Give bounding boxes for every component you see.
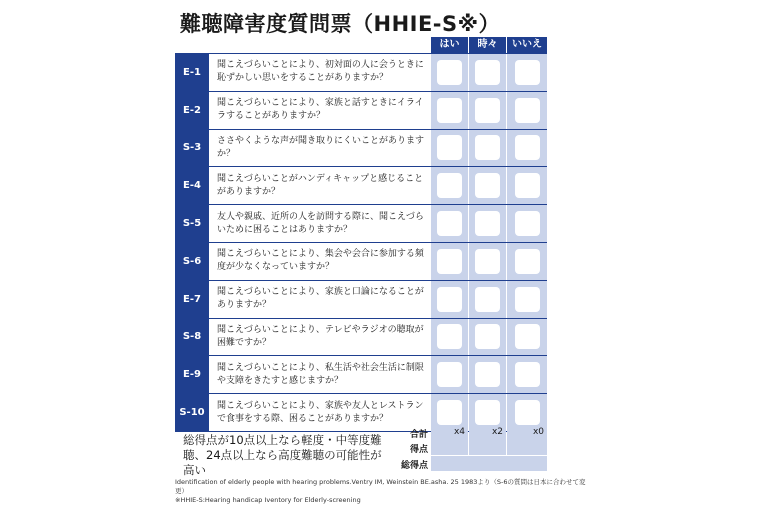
citation (175, 478, 595, 505)
answer-sometimes-checkbox[interactable] (475, 400, 500, 425)
answer-sometimes-checkbox[interactable] (475, 249, 500, 274)
answer-no-checkbox[interactable] (515, 135, 540, 160)
answer-no-checkbox[interactable] (515, 211, 540, 236)
page-title: 難聴障害度質問票（HHIE-S※） (180, 12, 501, 36)
answer-no-checkbox[interactable] (515, 287, 540, 312)
question-row (175, 319, 547, 357)
question-text: 友人や親戚、近所の人を訪問する際に、聞こえづらいために困ることはありますか？ (217, 211, 424, 235)
question-text: 聞こえづらいことがハンディキャップと感じることがありますか？ (217, 173, 424, 197)
answer-yes-checkbox[interactable] (437, 400, 462, 425)
answer-no-cell (507, 281, 547, 318)
answer-yes-cell (431, 92, 468, 129)
answer-no-checkbox[interactable] (515, 60, 540, 85)
question-text: 聞こえづらいことにより、家族や友人とレストランで食事をする際、困ることがありますか？ (217, 400, 424, 424)
answer-sometimes-cell (469, 319, 506, 356)
answer-no-cell (507, 54, 547, 91)
answer-sometimes-cell (469, 243, 506, 280)
question-text: 聞こえづらいことにより、テレビやラジオの聴取が困難ですか？ (217, 324, 424, 348)
question-text: 聞こえづらいことにより、家族と話すときにイライラすることがありますか？ (217, 98, 424, 122)
answer-sometimes-checkbox[interactable] (475, 211, 500, 236)
question-row (175, 243, 547, 281)
answer-no-cell (507, 92, 547, 129)
answer-sometimes-cell (469, 356, 506, 393)
answer-no-checkbox[interactable] (515, 249, 540, 274)
citation-abbreviation: ※HHIE-S:Hearing handicap Iventory for Elderly-screening (175, 496, 361, 504)
answer-yes-cell (431, 319, 468, 356)
answer-no-checkbox[interactable] (515, 173, 540, 198)
question-row (175, 167, 547, 205)
question-row (175, 205, 547, 243)
answer-yes-checkbox[interactable] (437, 173, 462, 198)
question-code: E-9 (175, 356, 209, 393)
answer-no-cell (507, 167, 547, 204)
answer-yes-checkbox[interactable] (437, 249, 462, 274)
citation-source: Identification of elderly people with hearing problems.Ventry IM, Weinstein BE.asha. 25 1983より（S-6の質問は日本に合わせて変更） (175, 478, 586, 495)
question-text: 聞こえづらいことにより、初対面の人に会うときに恥ずかしい思いをすることがありますか？ (217, 60, 424, 84)
answer-yes-cell (431, 130, 468, 167)
question-code: E-4 (175, 167, 209, 204)
answer-yes-cell (431, 243, 468, 280)
answer-sometimes-cell (469, 92, 506, 129)
score-label: 得点 (409, 445, 428, 455)
question-code: S-10 (175, 394, 209, 431)
question-code: S-5 (175, 205, 209, 242)
question-code: E-2 (175, 92, 209, 129)
answer-no-checkbox[interactable] (515, 98, 540, 123)
total-score-cell[interactable] (431, 456, 547, 471)
answer-no-checkbox[interactable] (515, 362, 540, 387)
answer-yes-checkbox[interactable] (437, 60, 462, 85)
question-row (175, 92, 547, 130)
question-code: S-3 (175, 130, 209, 167)
answer-sometimes-checkbox[interactable] (475, 135, 500, 160)
answer-yes-checkbox[interactable] (437, 211, 462, 236)
multiplier-yes: x4 (431, 425, 468, 440)
sum-row (431, 425, 547, 440)
score-yes-cell[interactable] (431, 440, 468, 455)
answer-sometimes-checkbox[interactable] (475, 287, 500, 312)
answer-sometimes-checkbox[interactable] (475, 173, 500, 198)
answer-sometimes-cell (469, 130, 506, 167)
answer-no-cell (507, 130, 547, 167)
answer-yes-checkbox[interactable] (437, 362, 462, 387)
answer-sometimes-cell (469, 205, 506, 242)
answer-yes-checkbox[interactable] (437, 98, 462, 123)
answer-sometimes-checkbox[interactable] (475, 98, 500, 123)
question-text: ささやくような声が聞き取りにくいことがありますか？ (217, 135, 425, 159)
score-sometimes-cell[interactable] (469, 440, 506, 455)
answer-no-cell (507, 205, 547, 242)
answer-yes-cell (431, 167, 468, 204)
multiplier-sometimes: x2 (469, 425, 506, 440)
answer-yes-checkbox[interactable] (437, 287, 462, 312)
answer-no-cell (507, 243, 547, 280)
score-no-cell[interactable] (507, 440, 547, 455)
answer-yes-checkbox[interactable] (437, 324, 462, 349)
question-row (175, 356, 547, 394)
total-score-label: 総得点 (400, 461, 428, 471)
question-text: 聞こえづらいことにより、私生活や社会生活に制限や支障をきたすと感じますか？ (217, 362, 424, 386)
answer-no-cell (507, 319, 547, 356)
question-code: S-8 (175, 319, 209, 356)
question-text: 聞こえづらいことにより、集会や会合に参加する頻度が少なくなっていますか？ (217, 249, 424, 273)
answer-yes-cell (431, 356, 468, 393)
answer-sometimes-checkbox[interactable] (475, 324, 500, 349)
question-row (175, 54, 547, 92)
answer-yes-cell (431, 54, 468, 91)
answer-no-checkbox[interactable] (515, 324, 540, 349)
answer-yes-cell (431, 281, 468, 318)
answer-no-cell (507, 356, 547, 393)
question-code: E-7 (175, 281, 209, 318)
score-row (431, 440, 547, 455)
answer-no-checkbox[interactable] (515, 400, 540, 425)
question-row (175, 281, 547, 319)
header-yes: はい (431, 37, 468, 53)
question-code: S-6 (175, 243, 209, 280)
answer-sometimes-checkbox[interactable] (475, 60, 500, 85)
answer-sometimes-cell (469, 167, 506, 204)
multiplier-no: x0 (507, 425, 547, 440)
question-code: E-1 (175, 54, 209, 91)
answer-yes-checkbox[interactable] (437, 135, 462, 160)
sum-label: 合計 (409, 430, 428, 440)
header-sometimes: 時々 (469, 37, 506, 53)
answer-yes-cell (431, 205, 468, 242)
header-no: いいえ (507, 37, 547, 53)
score-interpretation-note: 総得点が10点以上なら軽度・中等度難聴、24点以上なら高度難聴の可能性が高い (183, 433, 382, 477)
question-text: 聞こえづらいことにより、家族と口論になることがありますか？ (217, 287, 424, 311)
questionnaire-table (175, 53, 547, 431)
question-row (175, 130, 547, 168)
answer-sometimes-cell (469, 54, 506, 91)
answer-sometimes-cell (469, 281, 506, 318)
answer-sometimes-checkbox[interactable] (475, 362, 500, 387)
